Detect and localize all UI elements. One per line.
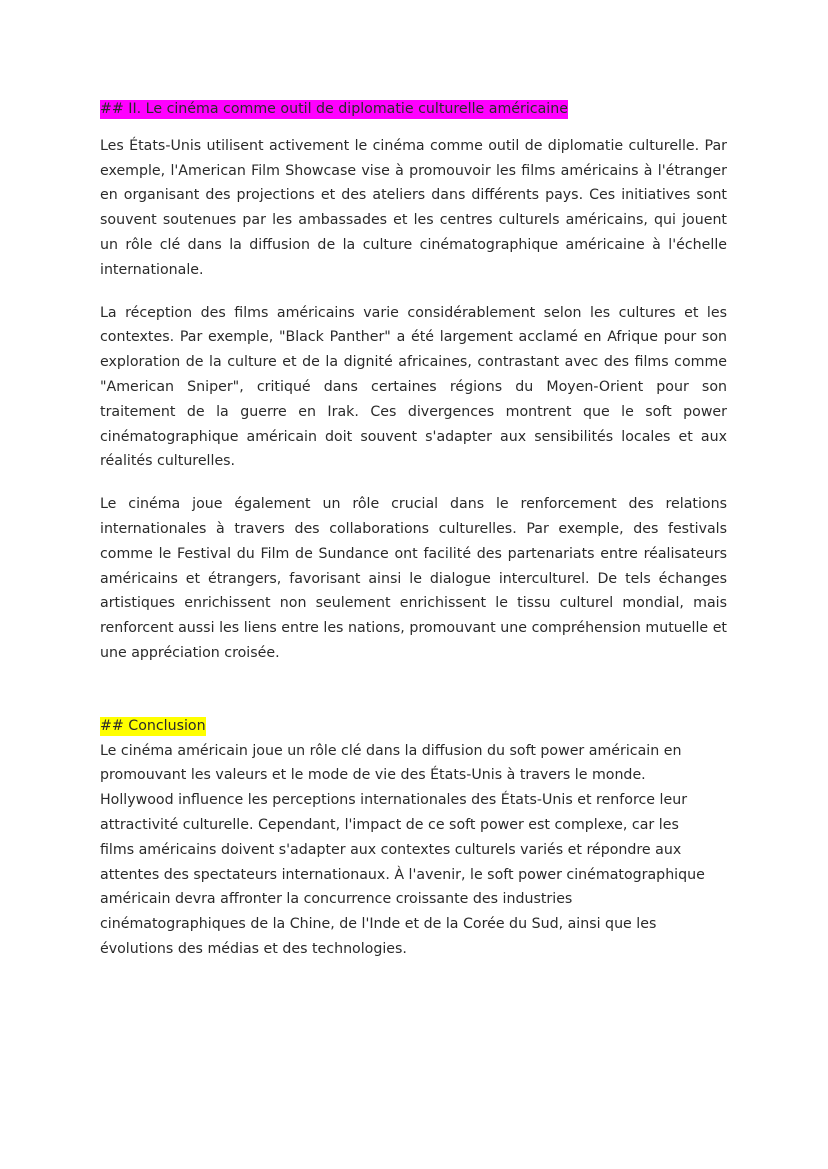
conclusion-line: américain devra affronter la concurrence croissante des industries [100, 891, 573, 908]
conclusion-line: films américains doivent s'adapter aux contextes culturels variés et répondre aux [100, 841, 682, 858]
paragraph-conclusion [100, 739, 740, 962]
conclusion-line: attractivité culturelle. Cependant, l'impact de ce soft power est complexe, car les [100, 816, 679, 833]
conclusion-line: promouvant les valeurs et le mode de vie des États-Unis à travers le monde. [100, 767, 646, 784]
section-heading-diplomacy-text: ## II. Le cinéma comme outil de diplomatie culturelle américaine [100, 101, 568, 117]
section-heading-conclusion [100, 714, 727, 739]
conclusion-line: Le cinéma américain joue un rôle clé dans la diffusion du soft power américain en [100, 742, 682, 759]
paragraph-diplomacy-1: Les États-Unis utilisent activement le cinéma comme outil de diplomatie culturelle. Par exemple, l'American Film Showcase vise à promouvoir les films américains à l'étranger en organisant des projections et des ateliers dans différents pays. Ces initiatives sont souvent soutenues par les ambassades et les centres culturels américains, qui jouent un rôle clé dans la diffusion de la culture cinématographique américaine à l'échelle internationale. [100, 137, 727, 278]
paragraph-diplomacy-2: La réception des films américains varie considérablement selon les cultures et les contextes. Par exemple, "Black Panther" a été largement acclamé en Afrique pour son exploration de la culture et de la dignité africaines, contrastant avec des films comme "American Sniper", critiqué dans certaines régions du Moyen-Orient pour son traitement de la guerre en Irak. Ces divergences montrent que le soft power cinématographique américain doit souvent s'adapter aux sensibilités locales et aux réalités culturelles. [100, 304, 727, 470]
document-body [100, 97, 727, 962]
section-heading-conclusion-text: ## Conclusion [100, 717, 206, 734]
conclusion-line: évolutions des médias et des technologies. [100, 940, 407, 957]
section-heading-diplomacy [100, 97, 727, 122]
paragraph-diplomacy-3: Le cinéma joue également un rôle crucial dans le renforcement des relations internationales à travers des collaborations culturelles. Par exemple, des festivals comme le Festival du Film de Sundance ont facilité des partenariats entre réalisateurs américains et étrangers, favorisant ainsi le dialogue interculturel. De tels échanges artistiques enrichissent non seulement enrichissent le tissu culturel mondial, mais renforcent aussi les liens entre les nations, promouvant une compréhension mutuelle et une appréciation croisée. [100, 496, 727, 661]
conclusion-line: Hollywood influence les perceptions internationales des États-Unis et renforce leur [100, 792, 688, 809]
section-spacer [100, 684, 727, 714]
conclusion-line: cinématographiques de la Chine, de l'Inde et de la Corée du Sud, ainsi que les [100, 916, 657, 933]
conclusion-line: attentes des spectateurs internationaux. À l'avenir, le soft power cinématographique [100, 866, 705, 883]
